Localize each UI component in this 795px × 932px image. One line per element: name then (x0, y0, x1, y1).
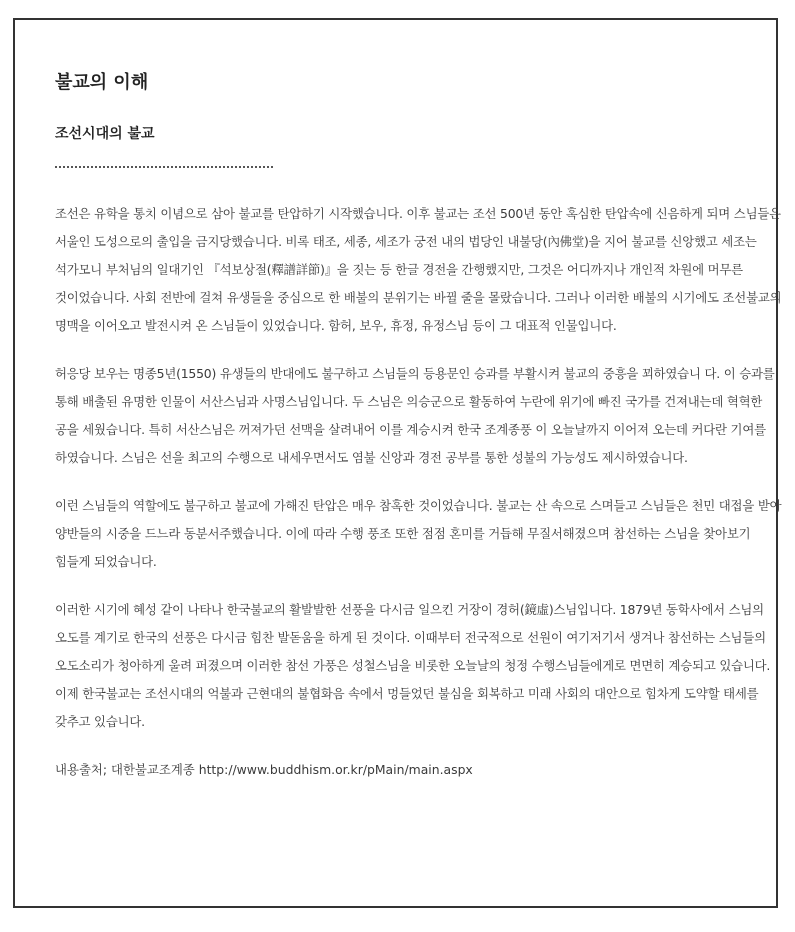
paragraph-3: 이런 스님들의 역할에도 불구하고 불교에 가해진 탄압은 매우 참혹한 것이었습니다. 불교는 산 속으로 스며들고 스님들은 천민 대접을 받아 양반들의 시중을 드느라 동분서주했습니다. 이에 따라 수행 풍조 또한 점점 혼미를 거듭해 무질서해졌으며 참선하는 스님을 찾아보기 힘들게 되었습니다. (55, 498, 782, 569)
section-title: 조선시대의 불교 (55, 126, 155, 142)
paragraph-4: 이러한 시기에 혜성 같이 나타나 한국불교의 활발발한 선풍을 다시금 일으킨 거장이 경허(鏡虛)스님입니다. 1879년 동학사에서 스님의 오도를 계기로 한국의 선풍은 다시금 힘찬 발돋움을 하게 된 것이다. 이때부터 전국적으로 선원이 여기저기서 생겨나 참선하는 스님들의 오도소리가 청아하게 울려 퍼졌으며 이러한 참선 가풍은 성철스님을 비롯한 오늘날의 청정 수행스님들에게로 면면히 계승되고 있습니다. 이제 한국불교는 조선시대의 억불과 근현대의 불협화음 속에서 멍들었던 불심을 회복하고 미래 사회의 대안으로 힘차게 도약할 태세를 갖추고 있습니다. (55, 602, 771, 729)
article (55, 70, 785, 796)
source-citation: 내용출처; 대한불교조계종 http://www.buddhism.or.kr/pMain/main.aspx (55, 762, 473, 777)
page-title: 불교의 이해 (55, 72, 149, 93)
paragraph-1: 조선은 유학을 통치 이념으로 삼아 불교를 탄압하기 시작했습니다. 이후 불교는 조선 500년 동안 혹심한 탄압속에 신음하게 되며 스님들은 서울인 도성으로의 출입을 금지당했습니다. 비록 태조, 세종, 세조가 궁전 내의 법당인 내불당(內佛堂)을 지어 불교를 신앙했고 세조는 석가모니 부처님의 일대기인 『석보상절(釋譜詳節)』을 짓는 등 한글 경전을 간행했지만, 그것은 어디까지나 개인적 차원에 머무른 것이었습니다. 사회 전반에 걸쳐 유생들을 중심으로 한 배불의 분위기는 바뀔 줄을 몰랐습니다. 그러나 이러한 배불의 시기에도 조선불교의 명맥을 이어오고 발전시켜 온 스님들이 있었습니다. 함허, 보우, 휴정, 유정스님 등이 그 대표적 인물입니다. (55, 206, 782, 333)
content-frame (13, 18, 782, 908)
paragraph-2: 허응당 보우는 명종5년(1550) 유생들의 반대에도 불구하고 스님들의 등용문인 승과를 부활시켜 불교의 중흥을 꾀하였습니 다. 이 승과를 통해 배출된 유명한 인물이 서산스님과 사명스님입니다. 두 스님은 의승군으로 활동하여 누란에 위기에 빠진 국가를 건져내는데 혁혁한 공을 세웠습니다. 특히 서산스님은 꺼져가던 선맥을 살려내어 이를 계승시켜 한국 조계종풍 이 오늘날까지 이어져 오는데 커다란 기여를 하였습니다. 스님은 선을 최고의 수행으로 내세우면서도 염불 신앙과 경전 공부를 통한 성불의 가능성도 제시하였습니다. (55, 366, 775, 465)
dotted-divider (55, 166, 273, 168)
